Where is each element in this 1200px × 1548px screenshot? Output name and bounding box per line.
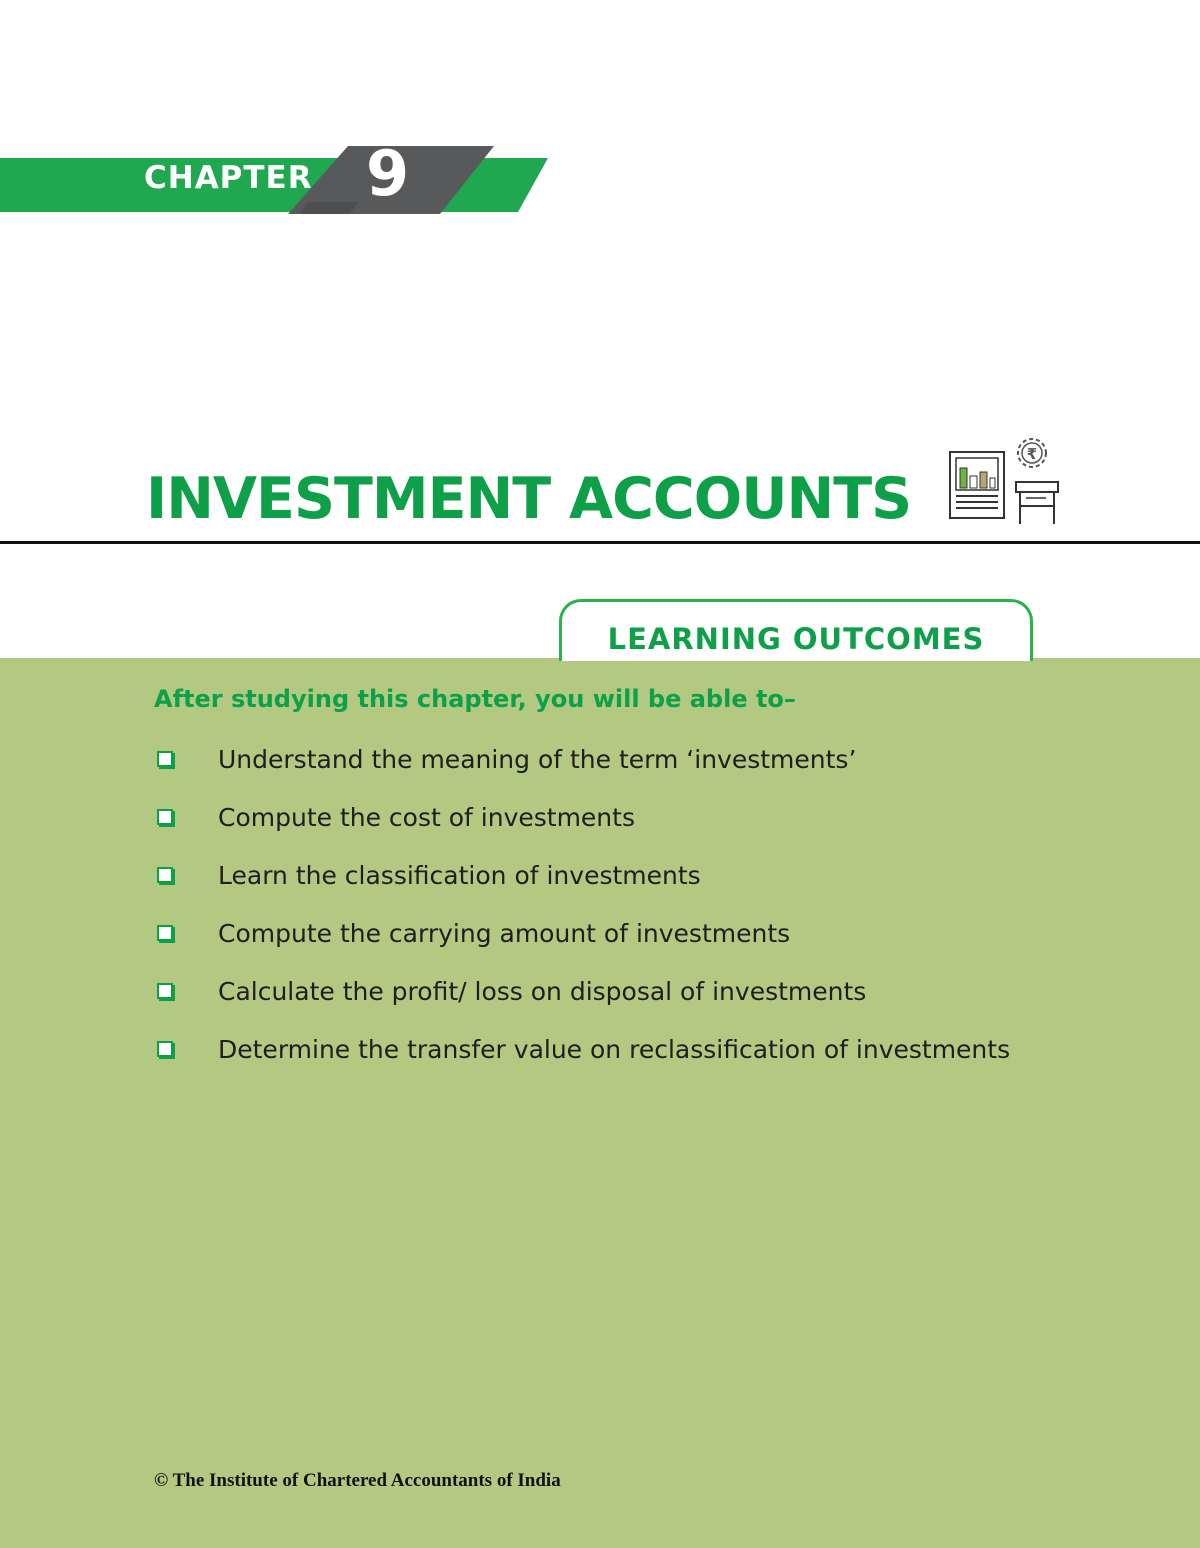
outcome-text: Compute the cost of investments (218, 803, 635, 832)
learning-outcomes-tab (559, 599, 1033, 661)
svg-text:₹: ₹ (1026, 445, 1038, 463)
checkbox-bullet-icon (157, 1041, 173, 1057)
checkbox-bullet-icon (157, 925, 173, 941)
chapter-title: INVESTMENT ACCOUNTS (146, 466, 912, 532)
outcome-text: Calculate the profit/ loss on disposal of investments (218, 977, 867, 1006)
outcome-item (154, 740, 1044, 780)
outcome-text: Learn the classification of investments (218, 861, 701, 890)
checkbox-bullet-icon (157, 751, 173, 767)
outcome-text: Understand the meaning of the term ‘investments’ (218, 745, 857, 774)
learning-outcomes-intro: After studying this chapter, you will be able to– (154, 685, 796, 713)
outcome-item (154, 914, 1044, 954)
title-divider (0, 541, 1200, 544)
checkbox-bullet-icon (157, 983, 173, 999)
outcome-item (154, 798, 1044, 838)
copyright-notice: © The Institute of Chartered Accountants of India (154, 1470, 561, 1491)
outcome-item (154, 856, 1044, 896)
outcome-item (154, 972, 1044, 1012)
learning-outcomes-heading: LEARNING OUTCOMES (607, 622, 985, 656)
learning-outcomes-list (154, 740, 1044, 1088)
outcome-text: Compute the carrying amount of investments (218, 919, 791, 948)
checkbox-bullet-icon (157, 809, 173, 825)
chapter-number: 9 (366, 137, 410, 210)
outcome-item (154, 1030, 1044, 1070)
outcome-text: Determine the transfer value on reclassification of investments (218, 1035, 1011, 1064)
checkbox-bullet-icon (157, 867, 173, 883)
chapter-label: CHAPTER (144, 160, 313, 196)
report-chart-and-rupee-gear-icon (946, 432, 1062, 528)
